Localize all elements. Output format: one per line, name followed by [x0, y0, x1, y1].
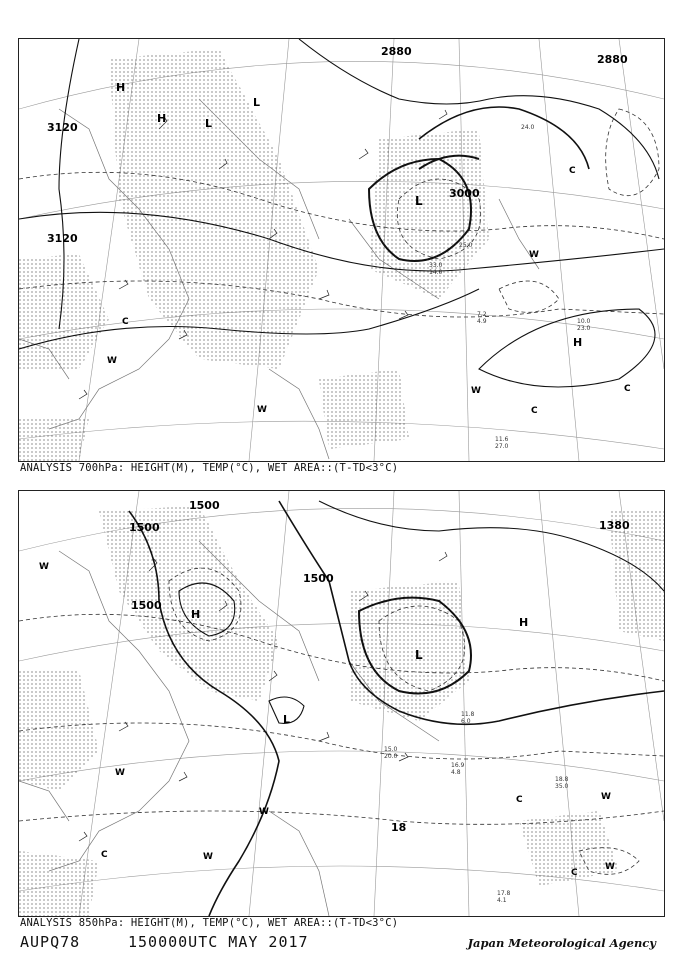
- warm-symbol: W: [605, 862, 615, 872]
- cold-symbol: C: [101, 850, 108, 860]
- caption-700hpa: ANALYSIS 700hPa: HEIGHT(M), TEMP(°C), WET AREA::(T-TD<3°C): [20, 462, 399, 474]
- wet-areas: [19, 49, 489, 461]
- high-symbol: H: [519, 616, 529, 629]
- contour-label: 3120: [47, 232, 78, 245]
- cold-symbol: C: [516, 795, 523, 805]
- cold-symbol: C: [122, 317, 129, 327]
- low-symbol: L: [205, 117, 213, 130]
- warm-symbol: W: [107, 356, 117, 366]
- warm-symbol: W: [259, 807, 269, 817]
- contour-label: 1380: [599, 519, 630, 532]
- contour-label: 2880: [597, 53, 628, 66]
- low-symbol: L: [253, 96, 261, 109]
- contour-label: 1500: [129, 521, 160, 534]
- obs-dewpoint: 25.0: [459, 242, 473, 249]
- wet-areas: [19, 506, 664, 916]
- obs-dewpoint: 20.0: [384, 753, 398, 760]
- obs-dewpoint: 6.0: [461, 718, 471, 725]
- obs-temp: 18.8: [555, 776, 569, 783]
- obs-dewpoint: 4.1: [497, 897, 507, 904]
- high-symbol: H: [157, 112, 167, 125]
- map-700hpa-svg: [19, 39, 664, 461]
- contour-label: 1500: [131, 599, 162, 612]
- contour-label: 3000: [449, 187, 480, 200]
- contour-label: 1500: [189, 499, 220, 512]
- map-850hpa-svg: [19, 491, 664, 916]
- obs-temp: 11.8: [461, 711, 475, 718]
- obs-temp: 17.8: [497, 890, 511, 897]
- obs-temp: 10.0: [577, 318, 591, 325]
- contour-label: 2880: [381, 45, 412, 58]
- obs-dewpoint: 24.0: [521, 124, 535, 131]
- valid-time: 150000UTC MAY 2017: [128, 933, 309, 951]
- agency-credit: Japan Meteorological Agency: [467, 936, 656, 950]
- contour-label: 3120: [47, 121, 78, 134]
- obs-temp: 7.2: [477, 311, 487, 318]
- obs-dewpoint: 35.0: [555, 783, 569, 790]
- obs-dewpoint: 23.0: [577, 325, 591, 332]
- warm-symbol: W: [39, 562, 49, 572]
- low-symbol: L: [415, 648, 423, 662]
- high-symbol: H: [116, 81, 126, 94]
- obs-temp: 11.6: [495, 436, 509, 443]
- obs-temp: 16.9: [451, 762, 465, 769]
- obs-dewpoint: 14.0: [429, 269, 443, 276]
- warm-symbol: W: [115, 768, 125, 778]
- contour-label: 1500: [303, 572, 334, 585]
- low-symbol: L: [283, 713, 291, 726]
- cold-symbol: C: [571, 868, 578, 878]
- warm-symbol: W: [257, 405, 267, 415]
- warm-symbol: W: [529, 250, 539, 260]
- obs-dewpoint: 4.8: [451, 769, 461, 776]
- cold-symbol: C: [624, 384, 631, 394]
- obs-temp: 15.0: [384, 746, 398, 753]
- warm-symbol: W: [471, 386, 481, 396]
- warm-symbol: W: [203, 852, 213, 862]
- chart-code: AUPQ78: [20, 933, 81, 951]
- contour-label: 18: [391, 821, 407, 834]
- cold-symbol: C: [531, 406, 538, 416]
- high-symbol: H: [191, 608, 201, 621]
- analysis-850hpa-chart: [18, 490, 665, 917]
- caption-850hpa: ANALYSIS 850hPa: HEIGHT(M), TEMP(°C), WET AREA::(T-TD<3°C): [20, 917, 399, 929]
- obs-temp: 33.0: [429, 262, 443, 269]
- high-symbol: H: [573, 336, 583, 349]
- cold-symbol: C: [569, 166, 576, 176]
- obs-dewpoint: 4.9: [477, 318, 487, 325]
- analysis-700hpa-chart: [18, 38, 665, 462]
- warm-symbol: W: [601, 792, 611, 802]
- obs-dewpoint: 27.0: [495, 443, 509, 450]
- low-symbol: L: [415, 194, 423, 208]
